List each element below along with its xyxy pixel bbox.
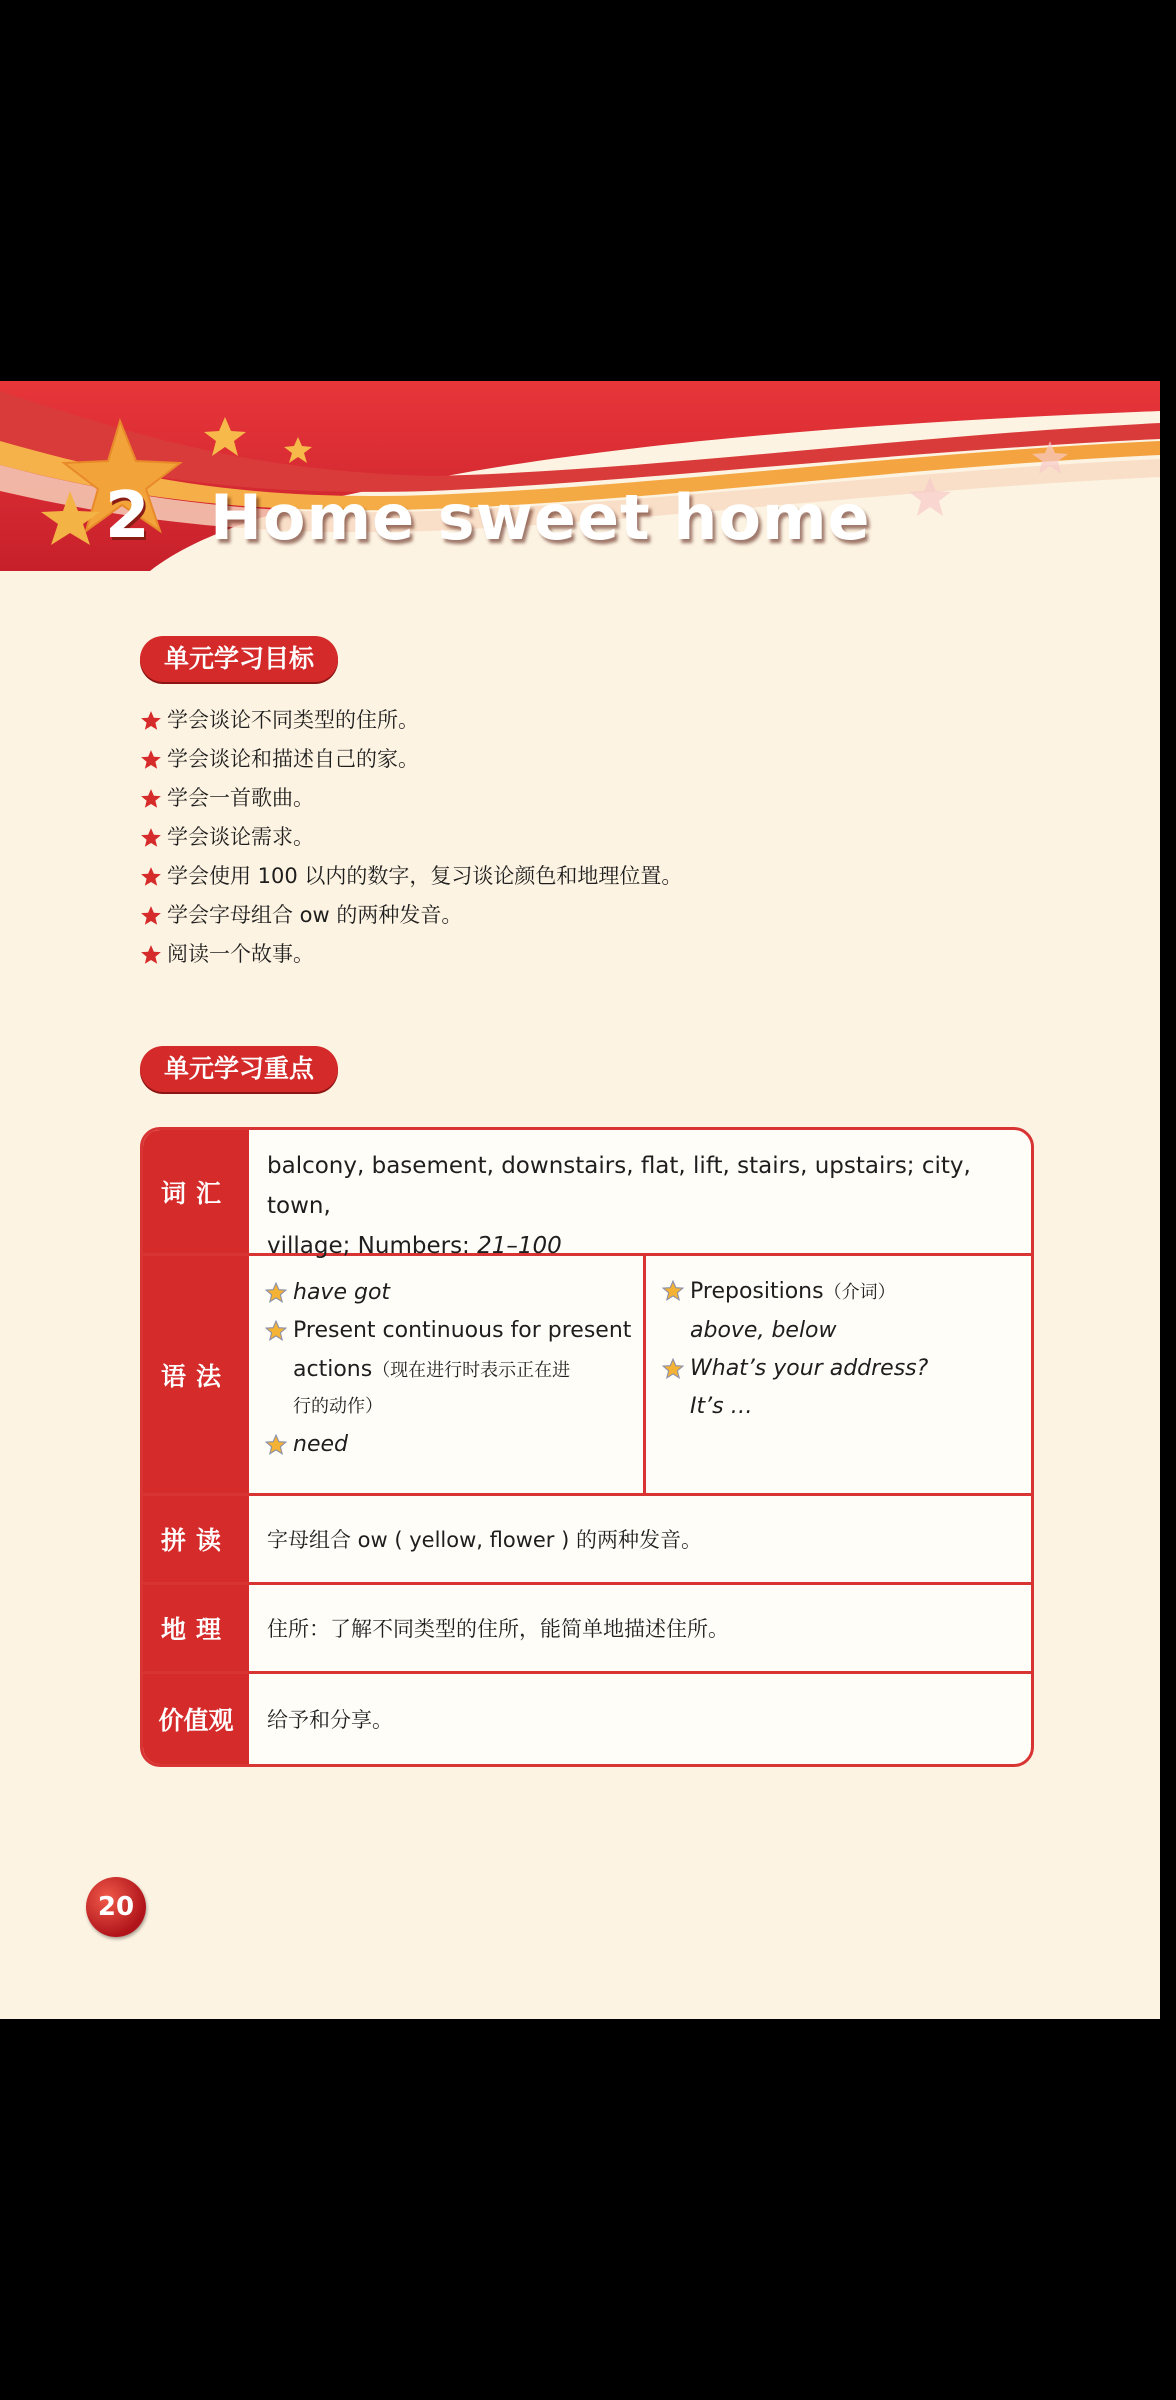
grammar-item-continued: actions （现在进行时表示正在进 [293,1356,571,1382]
values-text: 给予和分享。 [267,1708,393,1732]
star-icon [662,1280,684,1302]
grammar-item: have got [265,1280,390,1305]
values-row [143,1674,1031,1764]
star-icon [140,710,162,732]
vocab-row [143,1130,1031,1259]
grammar-item-continued: 行的动作） [293,1396,383,1417]
vocab-text: balcony, basement, downstairs, flat, lift, stairs, upstairs; city, town, village; Numbers: 21–100 [267,1153,971,1259]
geography-text: 住所：了解不同类型的住所，能简单地描述住所。 [267,1617,729,1641]
star-icon [140,905,162,927]
vocab-label: 词汇 [143,1130,249,1253]
textbook-page [0,381,1160,2019]
goals-list [140,701,682,974]
goal-item: 学会一首歌曲。 [140,779,682,818]
grammar-item-continued: It’s … [690,1394,753,1419]
geography-row [143,1585,1031,1674]
grammar-right-column [646,1256,1031,1493]
unit-number: 2 [105,479,150,553]
page-number: 20 [86,1877,146,1937]
star-icon [265,1434,287,1456]
star-icon [140,749,162,771]
grammar-item: Present continuous for present [265,1318,631,1343]
grammar-row [143,1256,1031,1496]
star-icon [140,827,162,849]
goal-item: 阅读一个故事。 [140,935,682,974]
goal-item: 学会谈论需求。 [140,818,682,857]
focus-table [140,1127,1034,1767]
star-icon [140,788,162,810]
grammar-item-continued: above, below [690,1318,837,1343]
grammar-item: Prepositions （介词） [662,1278,896,1304]
focus-heading: 单元学习重点 [140,1046,338,1092]
goal-item: 学会使用 100 以内的数字，复习谈论颜色和地理位置。 [140,857,682,896]
star-icon [140,944,162,966]
grammar-label: 语法 [143,1256,249,1493]
grammar-item: need [265,1432,348,1457]
grammar-left-column [249,1256,646,1493]
goals-heading: 单元学习目标 [140,636,338,682]
goal-item: 学会谈论不同类型的住所。 [140,701,682,740]
phonics-text: 字母组合 ow ( yellow, flower ) 的两种发音。 [267,1528,702,1552]
goal-item: 学会字母组合 ow 的两种发音。 [140,896,682,935]
star-icon [140,866,162,888]
phonics-row [143,1496,1031,1585]
values-label: 价值观 [143,1674,249,1764]
phonics-label: 拼读 [143,1496,249,1582]
star-icon [265,1320,287,1342]
unit-title: Home sweet home [210,481,871,554]
star-icon [662,1358,684,1380]
star-icon [265,1282,287,1304]
geography-label: 地理 [143,1585,249,1671]
goal-item: 学会谈论和描述自己的家。 [140,740,682,779]
grammar-item: What’s your address? [662,1356,928,1381]
